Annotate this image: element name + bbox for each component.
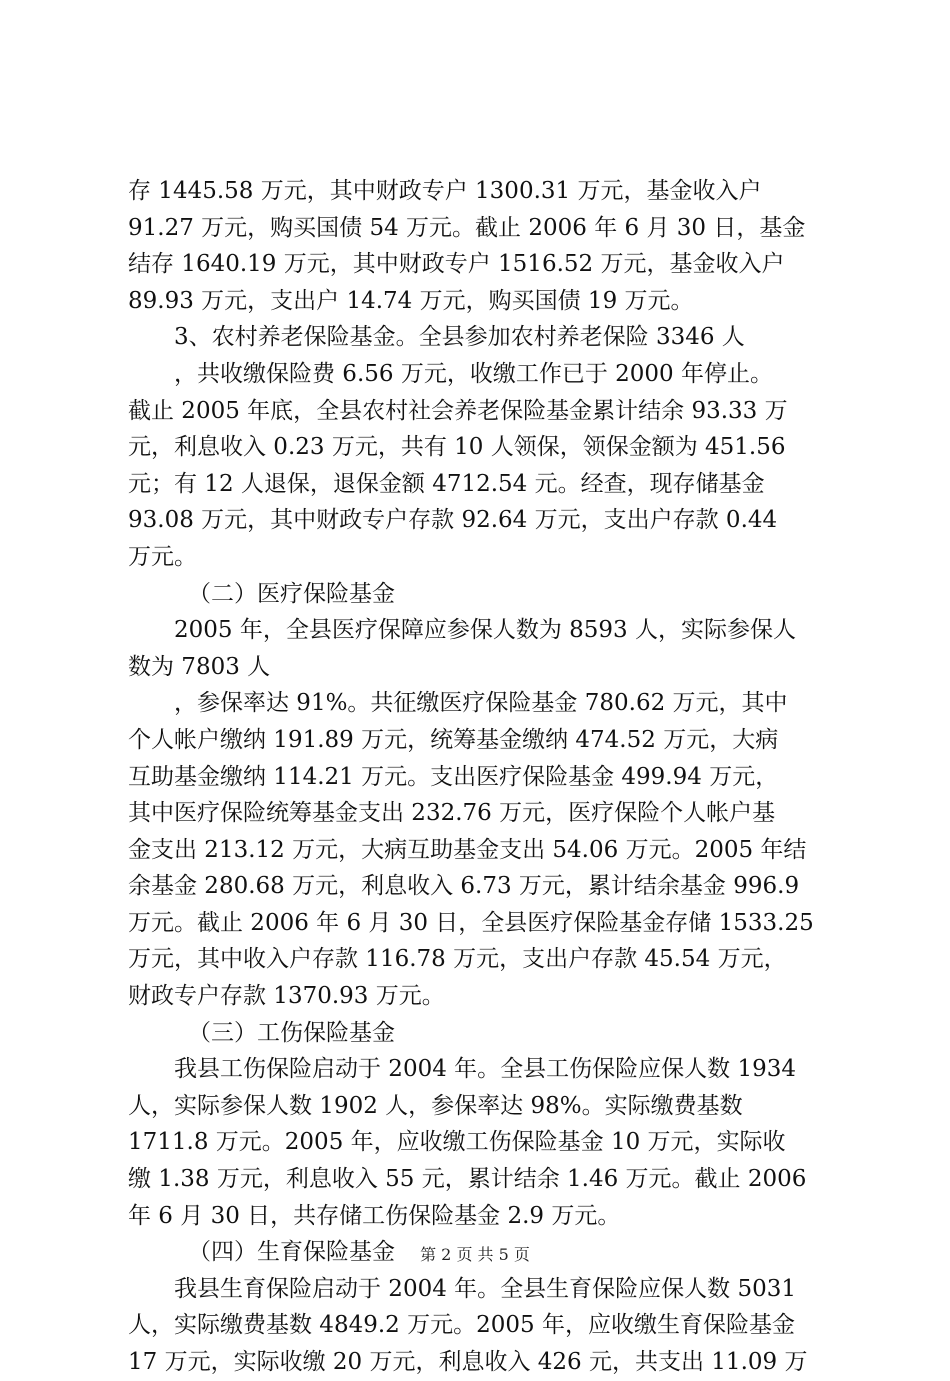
text-line: 人，实际缴费基数 4849.2 万元。2005 年，应收缴生育保险基金 <box>128 1312 795 1339</box>
text-line: 存 1445.58 万元，其中财政专户 1300.31 万元，基金收入户 <box>128 178 762 204</box>
text-line: 人，实际参保人数 1902 人，参保率达 98%。实际缴费基数 <box>128 1092 743 1119</box>
document-body <box>128 173 828 1381</box>
text-line: 元，利息收入 0.23 万元，共有 10 人领保，领保金额为 451.56 <box>128 434 786 461</box>
text-line: 2005 年，全县医疗保障应参保人数为 8593 人，实际参保人 <box>174 617 796 644</box>
text-line: ，共收缴保险费 6.56 万元，收缴工作已于 2000 年停止。 <box>174 360 773 387</box>
text-line: 年 6 月 30 日，共存储工伤保险基金 2.9 万元。 <box>128 1202 621 1229</box>
text-line: 3、农村养老保险基金。全县参加农村养老保险 3346 人 <box>174 324 745 351</box>
text-line: 万元，其中收入户存款 116.78 万元，支出户存款 45.54 万元， <box>128 946 787 973</box>
text-line: 元；有 12 人退保，退保金额 4712.54 元。经查，现存储基金 <box>128 470 765 497</box>
text-line: 数为 7803 人 <box>128 653 271 680</box>
text-line: 余基金 280.68 万元，利息收入 6.73 万元，累计结余基金 996.9 <box>128 873 800 900</box>
text-line: 金支出 213.12 万元，大病互助基金支出 54.06 万元。2005 年结 <box>128 836 807 863</box>
text-line: 1711.8 万元。2005 年，应收缴工伤保险基金 10 万元，实际收 <box>128 1129 786 1156</box>
text-line: 我县生育保险启动于 2004 年。全县生育保险应保人数 5031 <box>174 1275 796 1302</box>
text-line: 91.27 万元，购买国债 54 万元。截止 2006 年 6 月 30 日，基金 <box>128 214 806 241</box>
text-line: 我县工伤保险启动于 2004 年。全县工伤保险应保人数 1934 <box>174 1056 796 1083</box>
text-line: 缴 1.38 万元，利息收入 55 元，累计结余 1.46 万元。截止 2006 <box>128 1166 807 1193</box>
text-line: 93.08 万元，其中财政专户存款 92.64 万元，支出户存款 0.44 <box>128 507 778 534</box>
text-line: 17 万元，实际收缴 20 万元，利息收入 426 元，共支出 11.09 万 <box>128 1349 808 1375</box>
text-line: 截止 2005 年底，全县农村社会养老保险基金累计结余 93.33 万 <box>128 397 788 424</box>
text-line: ，参保率达 91%。共征缴医疗保险基金 780.62 万元，其中 <box>174 690 788 717</box>
text-line: 其中医疗保险统筹基金支出 232.76 万元，医疗保险个人帐户基 <box>128 800 776 827</box>
text-line: 结存 1640.19 万元，其中财政专户 1516.52 万元，基金收入户 <box>128 251 785 278</box>
text-line: 个人帐户缴纳 191.89 万元，统筹基金缴纳 474.52 万元，大病 <box>128 726 779 753</box>
text-line: 财政专户存款 1370.93 万元。 <box>128 983 445 1010</box>
text-line: 互助基金缴纳 114.21 万元。支出医疗保险基金 499.94 万元， <box>128 763 779 790</box>
text-line: 万元。截止 2006 年 6 月 30 日，全县医疗保险基金存储 1533.25 <box>128 909 814 936</box>
section-heading: （四）生育保险基金 <box>188 1239 395 1266</box>
section-heading: （二）医疗保险基金 <box>188 580 395 607</box>
page-footer: 第 2 页 共 5 页 <box>420 1245 530 1264</box>
section-heading: （三）工伤保险基金 <box>188 1019 395 1046</box>
text-line: 万元。 <box>128 543 197 570</box>
text-line: 89.93 万元，支出户 14.74 万元，购买国债 19 万元。 <box>128 287 694 314</box>
